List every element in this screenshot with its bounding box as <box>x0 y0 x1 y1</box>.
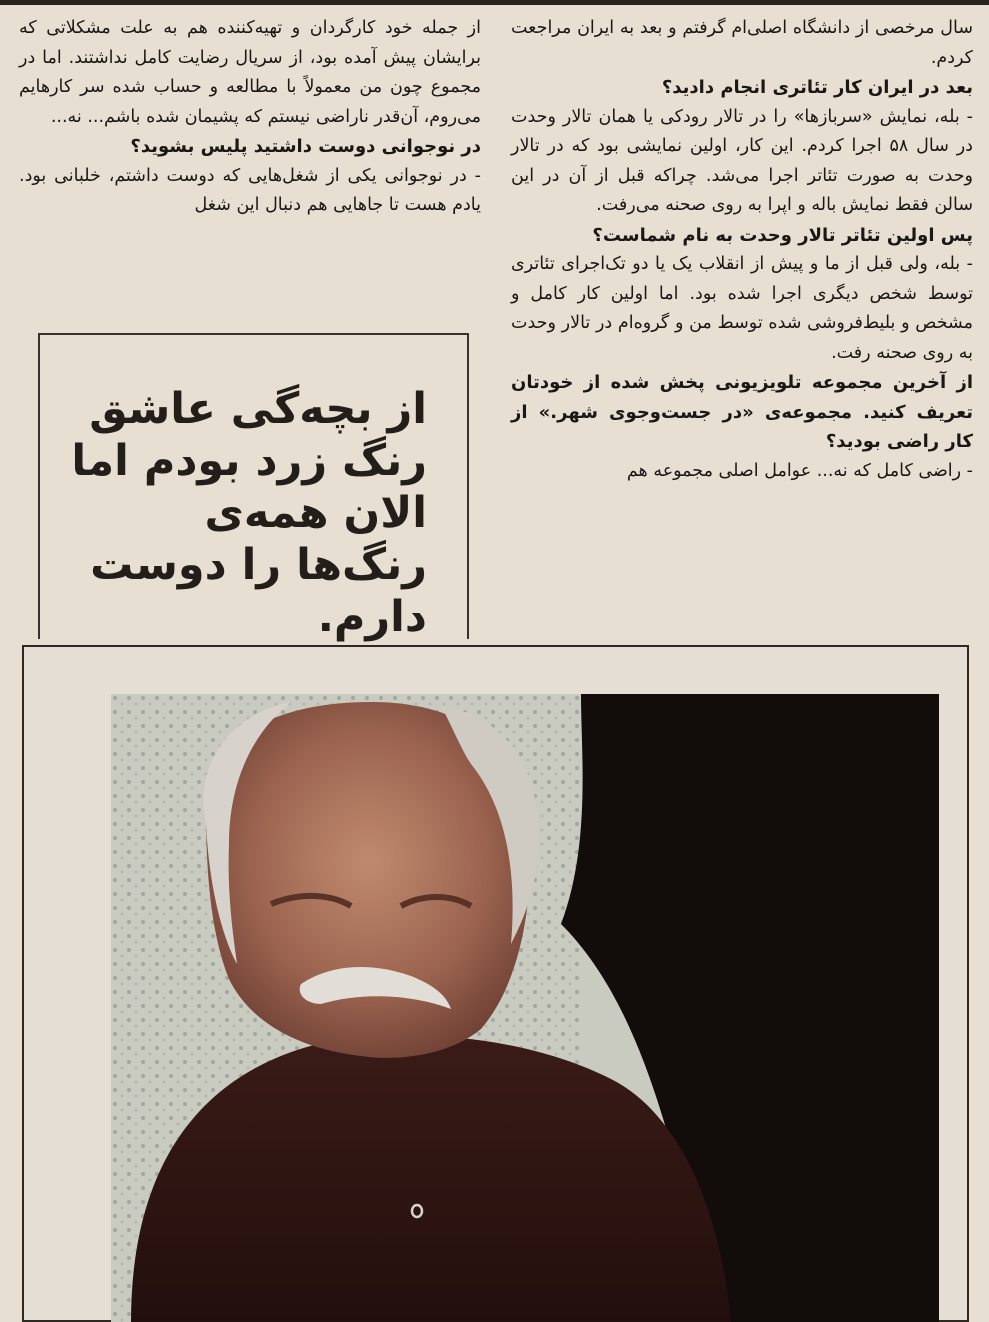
paragraph: سال مرخصی از دانشگاه اصلی‌ام گرفتم و بعد به ایران مراجعت کردم. <box>511 18 973 68</box>
interview-question: در نوجوانی دوست داشتید پلیس بشوید؟ <box>130 136 481 157</box>
portrait-photo <box>111 694 939 1322</box>
pull-quote-text: از بچه‌گی عاشق رنگ زرد بودم اما الان همه‌ی رنگ‌ها را دوست دارم. <box>71 384 427 642</box>
interview-question: بعد در ایران کار تئاتری انجام دادید؟ <box>661 77 973 98</box>
photo-frame <box>22 645 969 1322</box>
article-column-left <box>19 14 481 221</box>
paragraph: - بله، ولی قبل از ما و پیش از انقلاب یک یا دو تک‌اجرای تئاتری توسط شخص دیگری اجرا شده بود. اما اولین کار کامل و مشخص و بلیط‌فروشی شده توسط من و گروه‌ام در تالار وحدت به روی صحنه رفت. <box>511 254 973 363</box>
paragraph: - در نوجوانی یکی از شغل‌هایی که دوست داشتم، خلبانی بود. یادم هست تا جاهایی هم دنبال این شغل <box>19 165 481 215</box>
article-column-right <box>511 14 973 486</box>
paragraph: از جمله خود کارگردان و تهیه‌کننده هم به علت مشکلاتی که برایشان پیش آمده بود، از سریال رضایت کامل نداشتند. اما در مجموع چون من معمولاً با مطالعه و حساب شده سر کارهایم می‌روم، آن‌قدر ناراضی نیستم که پشیمان شده باشم... نه... <box>19 18 481 127</box>
pull-quote-box <box>38 333 469 642</box>
paragraph: - راضی کامل که نه... عوامل اصلی مجموعه هم <box>626 460 973 481</box>
portrait-illustration <box>111 694 939 1322</box>
top-rule <box>0 0 989 5</box>
interview-question: از آخرین مجموعه تلویزیونی پخش شده از خودتان تعریف کنید. مجموعه‌ی «در جست‌وجوی شهر.» از کار راضی بودید؟ <box>511 372 973 452</box>
paragraph: - بله، نمایش «سربازها» را در تالار رودکی یا همان تالار وحدت در سال ۵۸ اجرا کردم. این کار، اولین نمایشی بود که در تالار وحدت به صورت تئاتر اجرا می‌شد. چراکه قبل از آن در این سالن فقط نمایش باله و اپرا به روی صحنه می‌رفت. <box>511 106 973 215</box>
interview-question: پس اولین تئاتر تالار وحدت به نام شماست؟ <box>592 224 973 246</box>
